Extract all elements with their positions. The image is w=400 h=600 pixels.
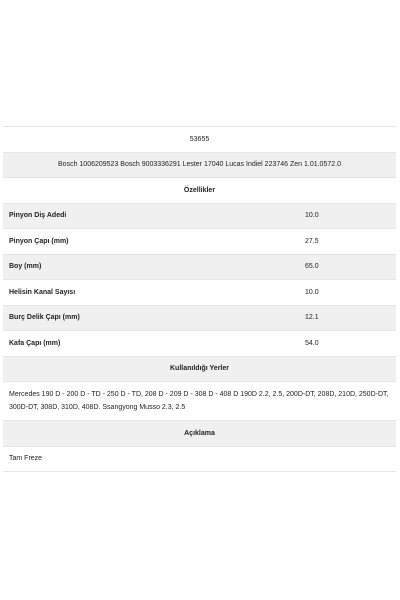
spec-row (3, 279, 396, 305)
spec-row (3, 203, 396, 229)
spec-label: Pinyon Çapı (mm) (9, 237, 69, 245)
features-title: Özellikler (183, 186, 216, 194)
description-text: Tam Freze (9, 455, 43, 463)
spec-value: 12.1 (305, 314, 319, 322)
usage-text: Mercedes 190 D - 200 D - TD - 250 D - TD, 208 D - 209 D - 308 D - 408 D 190D 2.2, 2.5, 200D-DT, 208D, 210D, 250D-DT, 300D-DT, 308D, 310D, 408D. Ssangyong Musso 2.3, 2.5 (9, 391, 389, 411)
spec-label: Helisin Kanal Sayısı (9, 288, 76, 296)
spec-value: 27.5 (305, 237, 319, 245)
spec-label: Kafa Çapı (mm) (9, 339, 61, 347)
spec-label: Burç Delik Çapı (mm) (9, 314, 80, 322)
description-title: Açıklama (184, 429, 215, 437)
spec-label: Boy (mm) (9, 263, 42, 271)
table-bottom-border (3, 471, 396, 472)
oem-references: Bosch 1006209523 Bosch 9003336291 Lester 17040 Lucas Indiel 223746 Zen 1.01.0572.0 (58, 161, 341, 169)
spec-row (3, 305, 396, 331)
spec-row (3, 254, 396, 280)
spec-value: 54.0 (305, 339, 319, 347)
spec-value: 10.0 (305, 288, 319, 296)
spec-row (3, 228, 396, 254)
usage-title: Kullanıldığı Yerler (169, 365, 229, 373)
product-spec-table (3, 126, 396, 472)
usage-row (3, 381, 396, 420)
description-header-row (3, 420, 396, 446)
spec-value: 10.0 (305, 212, 319, 220)
spec-label: Pinyon Diş Adedi (9, 212, 67, 220)
usage-header-row (3, 356, 396, 382)
product-code-row (3, 126, 396, 152)
product-code: 53655 (189, 135, 210, 143)
description-row (3, 446, 396, 472)
spec-row (3, 330, 396, 356)
oem-references-row (3, 152, 396, 178)
spec-value: 65.0 (305, 263, 319, 271)
features-header-row (3, 177, 396, 203)
